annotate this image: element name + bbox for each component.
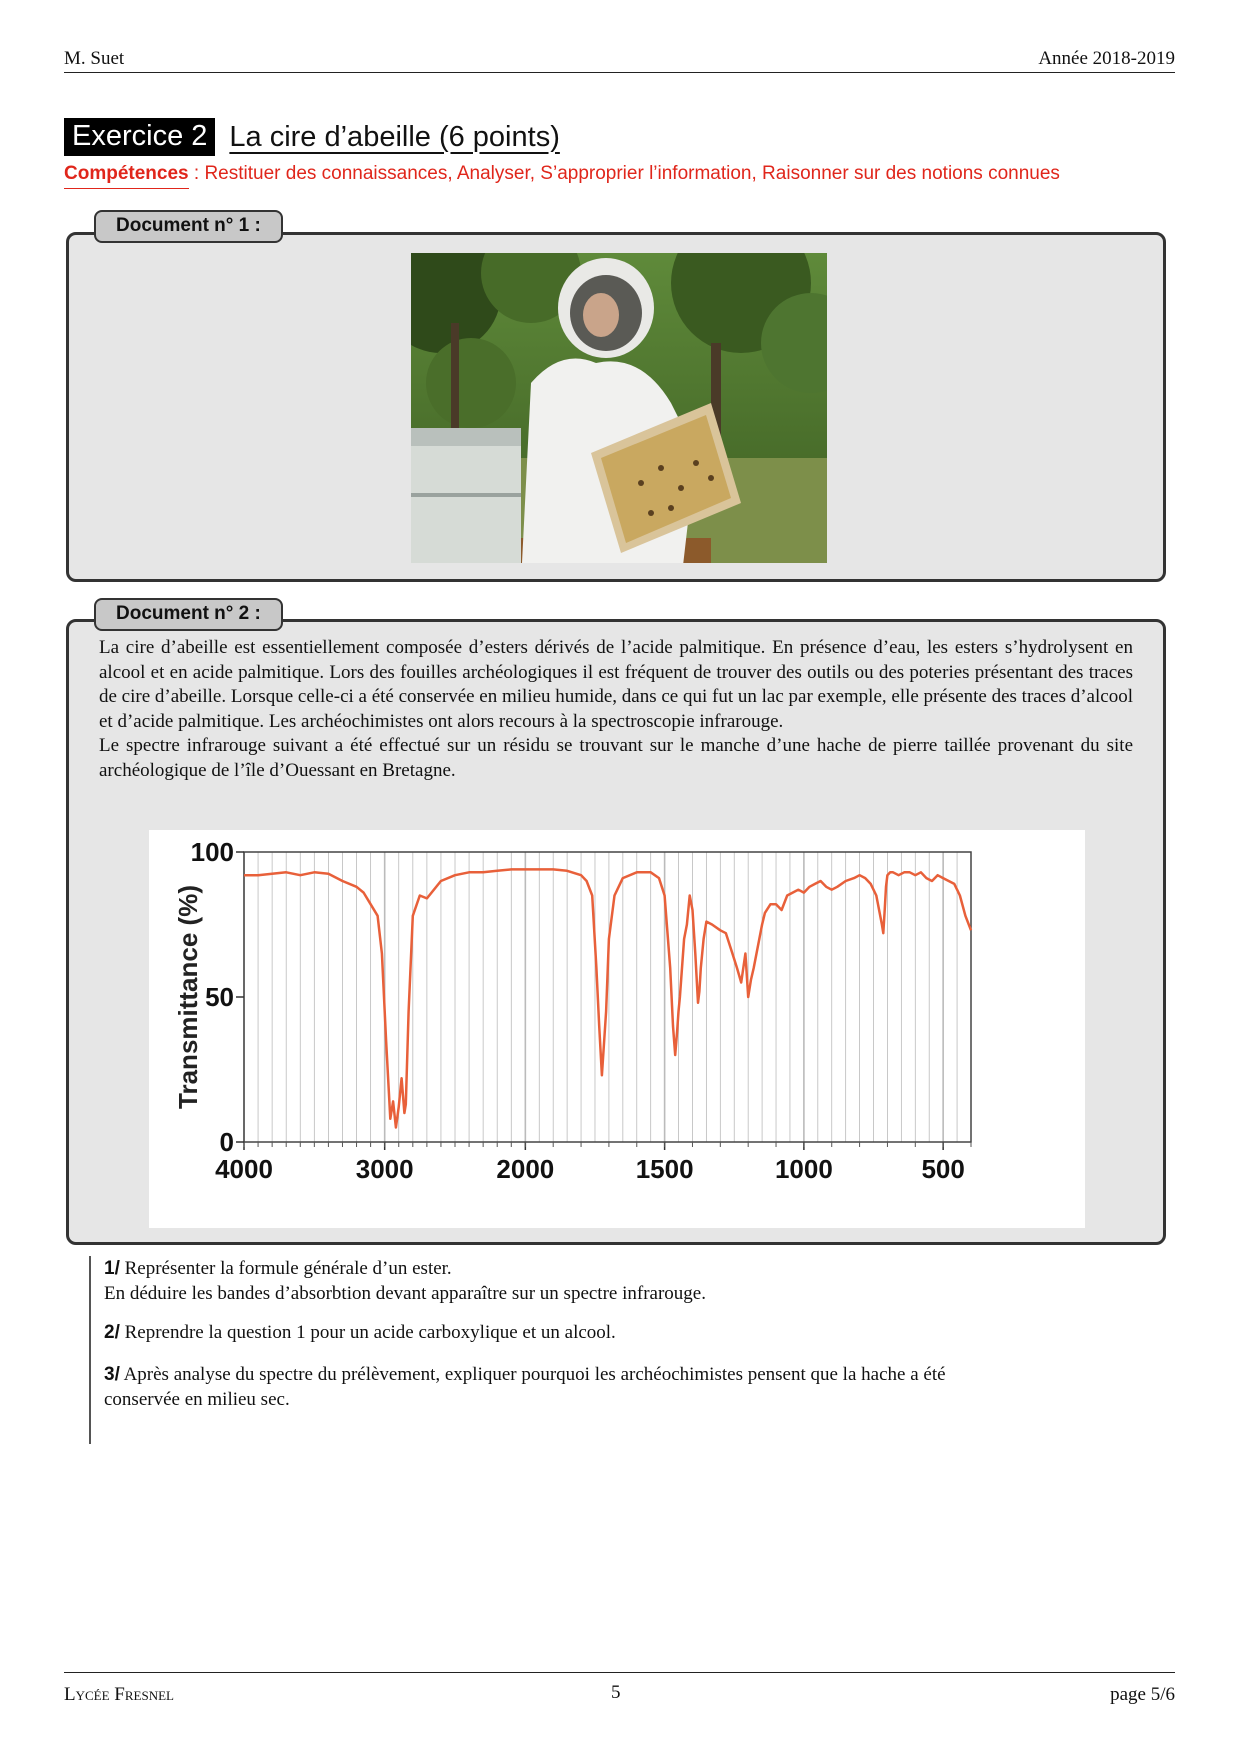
questions-block: [89, 1256, 1161, 1444]
question-2-number: 2/: [104, 1322, 120, 1343]
y-tick-label: 100: [190, 837, 234, 867]
question-2: [104, 1320, 616, 1345]
spectrum-line: [244, 869, 971, 1127]
exercise-title: La cire d’abeille (6 points): [229, 120, 560, 153]
competences-label: Compétences: [64, 163, 189, 189]
header-author: M. Suet: [64, 48, 125, 69]
document-2-box: [66, 619, 1166, 1245]
ir-spectrum-chart: [149, 830, 1085, 1228]
x-tick-label: 1500: [635, 1154, 694, 1184]
document-1-tag: Document n° 1 :: [94, 210, 283, 243]
competences-text: : Restituer des connaissances, Analyser, S’approprier l’information, Raisonner sur des notions connues: [188, 163, 1060, 184]
question-1-number: 1/: [104, 1258, 120, 1279]
x-tick-label: 3000: [355, 1154, 414, 1184]
question-1: [104, 1256, 706, 1306]
question-3-line-2: conservée en milieu sec.: [104, 1389, 290, 1410]
document-2-paragraph-1: La cire d’abeille est essentiellement composée d’esters dérivés de l’acide palmitique. En présence d’eau, les esters s’hydrolysent en alcool et en acide palmitique. Lors des fouilles archéologiques il est fréquent de trouver des outils ou des poteries présentant des traces de cire d’abeille. Lorsque celle-ci a été conservée en milieu humide, dans ce qui fut un lac par exemple, elle présente des traces d’alcool et d’acide palmitique. Les archéochimistes ont alors recours à la spectroscopie infrarouge.: [99, 637, 1133, 732]
x-tick-label: 1000: [774, 1154, 833, 1184]
exercise-title-row: [64, 118, 560, 156]
document-2-text: [99, 636, 1133, 784]
competences-line: [64, 163, 1060, 185]
document-2-paragraph-2: Le spectre infrarouge suivant a été effectué sur un résidu se trouvant sur le manche d’une hache de pierre taillée provenant du site archéologique de l’île d’Ouessant en Bretagne.: [99, 735, 1133, 781]
y-tick-label: 50: [205, 982, 234, 1012]
footer-rule: [64, 1672, 1175, 1673]
question-1-line-1: Représenter la formule générale d’un ester.: [124, 1258, 452, 1279]
question-1-line-2: En déduire les bandes d’absorbtion devant apparaître sur un spectre infrarouge.: [104, 1283, 706, 1304]
question-3-line-1: Après analyse du spectre du prélèvement, expliquer pourquoi les archéochimistes pensent que la hache a été: [123, 1364, 946, 1385]
x-tick-label: 4000: [215, 1154, 273, 1184]
footer-school: Lycée Fresnel: [64, 1684, 174, 1705]
question-3-number: 3/: [104, 1364, 120, 1385]
header-rule: [64, 72, 1175, 73]
document-2-tag: Document n° 2 :: [94, 598, 283, 631]
y-axis-label: Transmittance (%): [173, 885, 203, 1109]
exercise-badge: Exercice 2: [64, 118, 215, 156]
y-tick-label: 0: [219, 1127, 234, 1157]
question-2-line-1: Reprendre la question 1 pour un acide carboxylique et un alcool.: [124, 1322, 616, 1343]
beekeeper-photo: [411, 253, 827, 563]
x-tick-label: 500: [921, 1154, 965, 1184]
document-1-box: [66, 232, 1166, 582]
footer-page-of: page 5/6: [1110, 1684, 1175, 1705]
footer-page-number: 5: [611, 1682, 621, 1703]
header-year: Année 2018-2019: [1038, 48, 1175, 69]
question-3: [104, 1362, 946, 1412]
x-tick-label: 2000: [496, 1154, 555, 1184]
